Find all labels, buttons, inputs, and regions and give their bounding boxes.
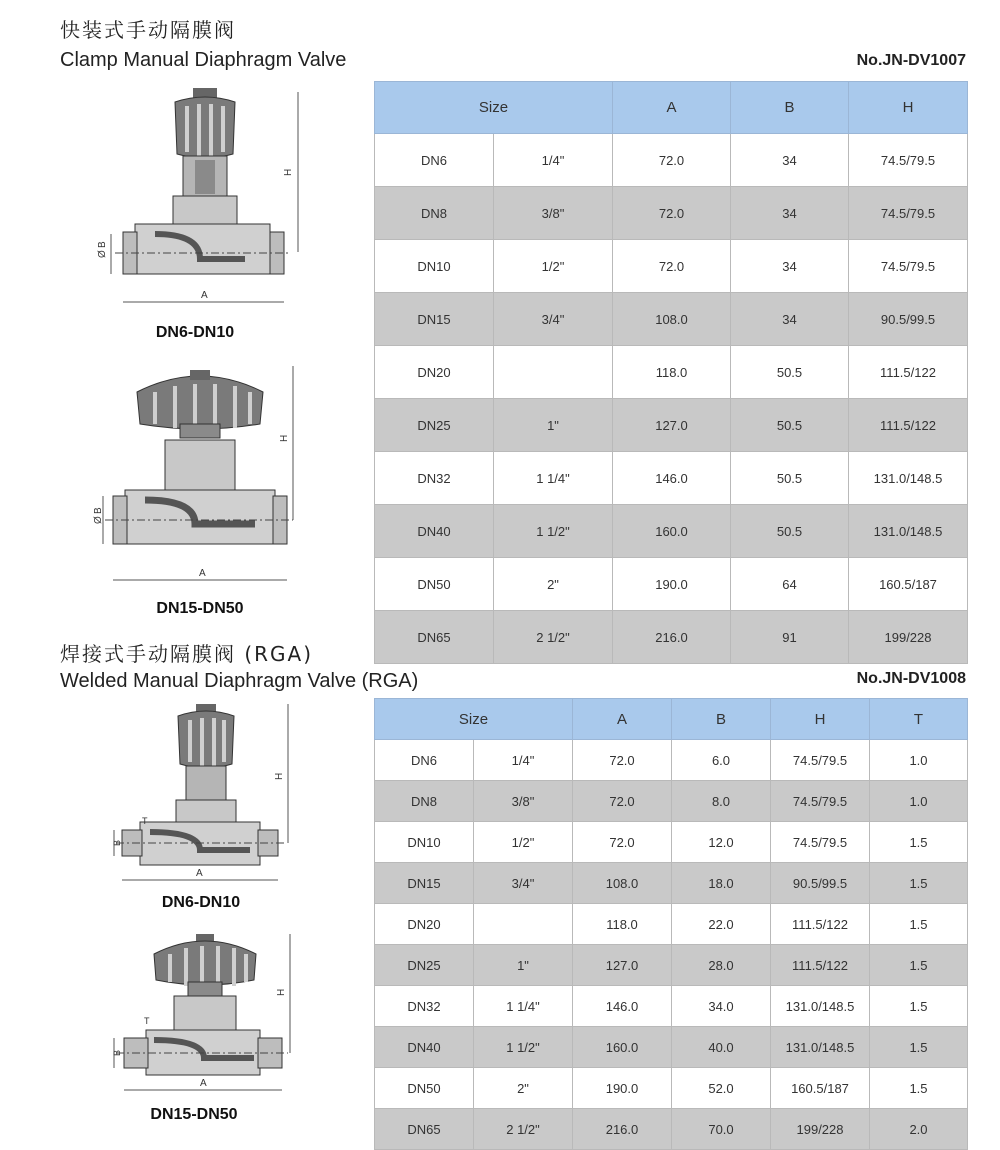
table-cell: 50.5 (731, 505, 849, 558)
table-cell: 216.0 (613, 611, 731, 664)
table-cell: 34 (731, 293, 849, 346)
svg-text:Ø: Ø (97, 250, 108, 258)
table-cell: 131.0/148.5 (849, 505, 968, 558)
table-cell: 108.0 (613, 293, 731, 346)
section1-model-number: No.JN-DV1007 (856, 52, 966, 69)
column-header-b: B (731, 82, 849, 134)
table-cell: DN10 (375, 240, 494, 293)
table-cell: 118.0 (573, 904, 672, 945)
table-cell: 127.0 (613, 399, 731, 452)
table-cell: 1" (474, 945, 573, 986)
column-header-t: T (870, 699, 968, 740)
table-cell: DN8 (375, 781, 474, 822)
table-cell: 90.5/99.5 (849, 293, 968, 346)
table-cell: 1.0 (870, 781, 968, 822)
table-cell: DN6 (375, 740, 474, 781)
dim-b-label: B (93, 507, 104, 514)
table-row (375, 945, 968, 986)
table-cell: 1/2" (474, 822, 573, 863)
table-cell: 131.0/148.5 (771, 1027, 870, 1068)
table-cell: DN15 (375, 863, 474, 904)
table-cell: 34 (731, 187, 849, 240)
dim-b-label: B (97, 241, 108, 248)
figure-caption-welded-small: DN6-DN10 (161, 894, 241, 911)
table-cell: 1.5 (870, 822, 968, 863)
table-cell: DN20 (375, 904, 474, 945)
table-cell: 6.0 (672, 740, 771, 781)
welded-valve-dimension-table (374, 698, 968, 1150)
table-cell: DN40 (375, 505, 494, 558)
table-row (375, 611, 968, 664)
table-cell: 1 1/4" (494, 452, 613, 505)
table-row (375, 781, 968, 822)
table-cell: 1.5 (870, 986, 968, 1027)
dim-t-label: T (142, 816, 148, 826)
table-cell: 50.5 (731, 399, 849, 452)
table-cell: 34 (731, 240, 849, 293)
table-cell: DN25 (375, 399, 494, 452)
table-cell: 146.0 (613, 452, 731, 505)
table-cell: 3/8" (494, 187, 613, 240)
table-row (375, 986, 968, 1027)
table-cell (474, 904, 573, 945)
table-row (375, 134, 968, 187)
table-cell: 12.0 (672, 822, 771, 863)
table-row (375, 740, 968, 781)
table-cell: DN50 (375, 1068, 474, 1109)
figure-caption-welded-large: DN15-DN50 (150, 1106, 238, 1123)
table-cell: 1.5 (870, 863, 968, 904)
figure-caption-clamp-small: DN6-DN10 (155, 324, 235, 341)
table-cell: 1.0 (870, 740, 968, 781)
dim-b-label: B (112, 1049, 122, 1056)
dim-h-label: H (283, 168, 294, 176)
table-cell: 216.0 (573, 1109, 672, 1150)
table-row (375, 399, 968, 452)
table-cell: 70.0 (672, 1109, 771, 1150)
table-cell: DN32 (375, 452, 494, 505)
welded-valve-large-drawing (110, 930, 300, 1100)
section2-title-en: Welded Manual Diaphragm Valve (RGA) (60, 670, 419, 692)
welded-valve-small-drawing (110, 700, 300, 890)
dim-a-label: A (200, 1078, 207, 1089)
dim-a-label: A (196, 868, 203, 879)
table-cell: 40.0 (672, 1027, 771, 1068)
column-header-size: Size (375, 699, 573, 740)
dim-h-label: H (276, 988, 287, 996)
table-cell: 72.0 (573, 740, 672, 781)
table-cell: 74.5/79.5 (849, 134, 968, 187)
table-cell: 1/4" (494, 134, 613, 187)
table-row (375, 1068, 968, 1109)
table-cell: 22.0 (672, 904, 771, 945)
table-cell: 72.0 (613, 134, 731, 187)
table-cell: 64 (731, 558, 849, 611)
table-cell: 190.0 (613, 558, 731, 611)
table-cell: 160.0 (613, 505, 731, 558)
table-cell: 34.0 (672, 986, 771, 1027)
clamp-valve-small-drawing (95, 84, 310, 316)
table-cell: DN25 (375, 945, 474, 986)
figure-caption-clamp-large: DN15-DN50 (156, 600, 244, 617)
dim-a-label: A (199, 568, 206, 579)
table-cell (494, 346, 613, 399)
dim-t-label: T (144, 1016, 150, 1026)
table-cell: 3/8" (474, 781, 573, 822)
dim-a-label: A (201, 290, 208, 301)
table-cell: DN65 (375, 1109, 474, 1150)
clamp-valve-dimension-table (374, 81, 968, 664)
table-cell: 52.0 (672, 1068, 771, 1109)
dim-b-label: B (112, 839, 122, 846)
table-cell: 131.0/148.5 (849, 452, 968, 505)
table-cell: 74.5/79.5 (771, 781, 870, 822)
table-cell: 74.5/79.5 (771, 740, 870, 781)
table-cell: 18.0 (672, 863, 771, 904)
table-row (375, 558, 968, 611)
table-cell: 1 1/4" (474, 986, 573, 1027)
table-cell: 1/2" (494, 240, 613, 293)
table-cell: 1.5 (870, 1068, 968, 1109)
table-cell: 1.5 (870, 1027, 968, 1068)
column-header-a: A (613, 82, 731, 134)
table-cell: 190.0 (573, 1068, 672, 1109)
table-row (375, 1109, 968, 1150)
svg-text:Ø: Ø (93, 516, 104, 524)
table-cell: DN65 (375, 611, 494, 664)
table-cell: DN10 (375, 822, 474, 863)
table-cell: 2" (494, 558, 613, 611)
table-cell: DN40 (375, 1027, 474, 1068)
table-cell: DN15 (375, 293, 494, 346)
section2-model-number: No.JN-DV1008 (856, 670, 966, 687)
table-cell: 91 (731, 611, 849, 664)
table-cell: 199/228 (771, 1109, 870, 1150)
table-cell: 118.0 (613, 346, 731, 399)
table-row (375, 293, 968, 346)
table-cell: 74.5/79.5 (771, 822, 870, 863)
table-cell: 111.5/122 (771, 904, 870, 945)
column-header-h: H (849, 82, 968, 134)
column-header-b: B (672, 699, 771, 740)
table-cell: 74.5/79.5 (849, 187, 968, 240)
table-cell: 160.5/187 (849, 558, 968, 611)
table-cell: 127.0 (573, 945, 672, 986)
table-cell: DN50 (375, 558, 494, 611)
column-header-a: A (573, 699, 672, 740)
table-header-row (375, 82, 968, 134)
table-cell: 8.0 (672, 781, 771, 822)
table-cell: DN6 (375, 134, 494, 187)
table-cell: 50.5 (731, 346, 849, 399)
table-cell: 1 1/2" (474, 1027, 573, 1068)
table-row (375, 346, 968, 399)
table-row (375, 240, 968, 293)
table-cell: 74.5/79.5 (849, 240, 968, 293)
table-cell: DN20 (375, 346, 494, 399)
table-row (375, 863, 968, 904)
table-row (375, 452, 968, 505)
table-cell: 2 1/2" (494, 611, 613, 664)
table-cell: 34 (731, 134, 849, 187)
table-cell: 72.0 (613, 187, 731, 240)
table-row (375, 187, 968, 240)
table-cell: 160.5/187 (771, 1068, 870, 1109)
table-cell: 50.5 (731, 452, 849, 505)
table-cell: 3/4" (494, 293, 613, 346)
table-cell: 72.0 (573, 822, 672, 863)
table-cell: 111.5/122 (849, 346, 968, 399)
table-header-row (375, 699, 968, 740)
table-row (375, 1027, 968, 1068)
clamp-valve-large-drawing (95, 362, 305, 592)
column-header-size: Size (375, 82, 613, 134)
table-row (375, 505, 968, 558)
table-cell: 111.5/122 (849, 399, 968, 452)
table-cell: 199/228 (849, 611, 968, 664)
table-cell: 1/4" (474, 740, 573, 781)
table-cell: 108.0 (573, 863, 672, 904)
table-row (375, 822, 968, 863)
table-cell: 1 1/2" (494, 505, 613, 558)
table-cell: 2" (474, 1068, 573, 1109)
section1-title-en: Clamp Manual Diaphragm Valve (60, 49, 347, 71)
dim-h-label: H (279, 434, 290, 442)
table-cell: 72.0 (573, 781, 672, 822)
table-cell: 90.5/99.5 (771, 863, 870, 904)
table-cell: 3/4" (474, 863, 573, 904)
table-cell: 2 1/2" (474, 1109, 573, 1150)
table-cell: 28.0 (672, 945, 771, 986)
table-cell: DN8 (375, 187, 494, 240)
table-cell: 1.5 (870, 904, 968, 945)
dim-h-label: H (274, 772, 285, 780)
column-header-h: H (771, 699, 870, 740)
table-cell: 2.0 (870, 1109, 968, 1150)
table-row (375, 904, 968, 945)
table-cell: 1.5 (870, 945, 968, 986)
section2-title-zh: 焊接式手动隔膜阀 (RGA) (60, 642, 314, 666)
table-cell: 1" (494, 399, 613, 452)
table-cell: 146.0 (573, 986, 672, 1027)
table-cell: 160.0 (573, 1027, 672, 1068)
table-cell: 111.5/122 (771, 945, 870, 986)
table-cell: 131.0/148.5 (771, 986, 870, 1027)
table-cell: DN32 (375, 986, 474, 1027)
table-cell: 72.0 (613, 240, 731, 293)
section1-title-zh: 快装式手动隔膜阀 (60, 18, 236, 42)
